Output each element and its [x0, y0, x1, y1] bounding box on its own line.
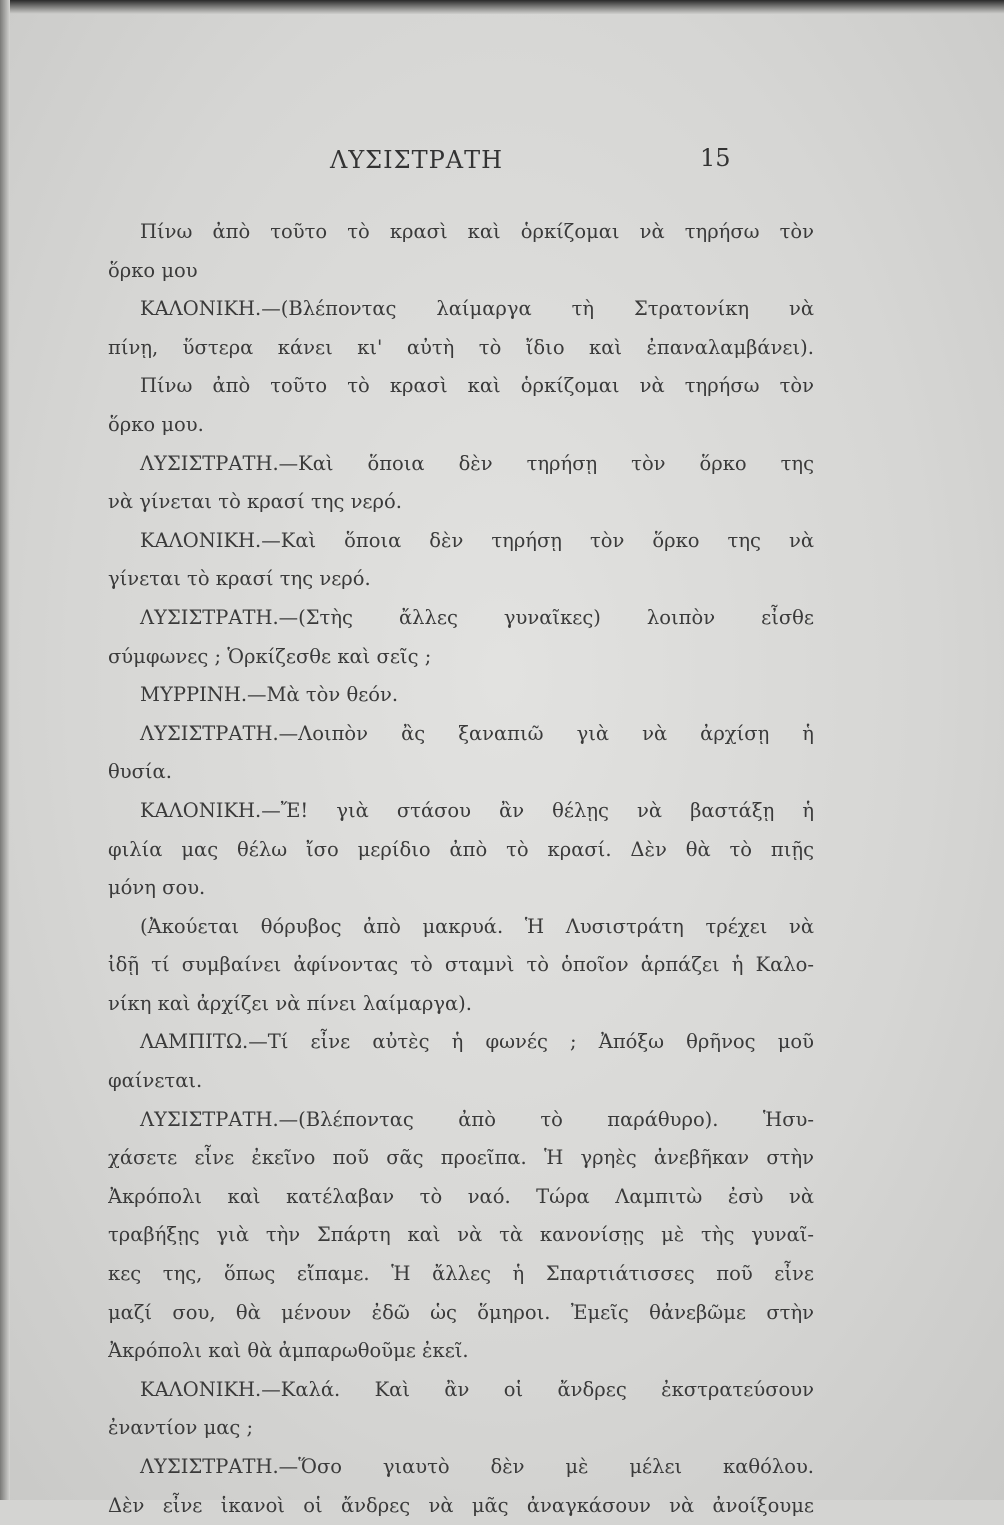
- text-line: μόνη σου.: [108, 876, 206, 900]
- text-line: ΜΥΡΡΙΝΗ.—Μὰ τὸν θεόν.: [140, 683, 399, 707]
- text-line: ἰδῇ τί συμβαίνει ἀφίνοντας τὸ σταμνὶ τὸ ὁποῖον ἁρπάζει ἡ Καλο-: [108, 953, 814, 977]
- text-line: χάσετε εἶνε ἐκεῖνο ποῦ σᾶς προεῖπα. Ἡ γρηὲς ἀνεβῆκαν στὴν: [108, 1146, 814, 1170]
- text-line: ΛΥΣΙΣΤΡΑΤΗ.—(Στὴς ἄλλες γυναῖκες) λοιπὸν εἶσθε: [140, 605, 814, 629]
- text-line: Ἀκρόπολι καὶ θὰ ἀμπαρωθοῦμε ἐκεῖ.: [108, 1339, 469, 1363]
- text-line: Πίνω ἀπὸ τοῦτο τὸ κρασὶ καὶ ὁρκίζομαι νὰ τηρήσω τὸν: [140, 374, 814, 398]
- text-line: ΛΑΜΠΙΤΩ.—Τί εἶνε αὐτὲς ἡ φωνές ; Ἀπόξω θρῆνος μοῦ: [140, 1030, 814, 1054]
- running-title: ΛΥΣΙΣΤΡΑΤΗ: [330, 146, 504, 174]
- text-line: φαίνεται.: [108, 1069, 203, 1093]
- page-number: 15: [700, 144, 731, 172]
- text-line: θυσία.: [108, 760, 172, 784]
- text-line: Πίνω ἀπὸ τοῦτο τὸ κρασὶ καὶ ὁρκίζομαι νὰ τηρήσω τὸν: [140, 220, 814, 243]
- scan-edge: [0, 0, 1004, 14]
- text-line: ΚΑΛΟΝΙΚΗ.—Καὶ ὅποια δὲν τηρήσῃ τὸν ὅρκο της νὰ: [140, 528, 814, 552]
- text-line: νίκη καὶ ἀρχίζει νὰ πίνει λαίμαργα).: [108, 991, 472, 1015]
- text-line: ΚΑΛΟΝΙΚΗ.—Καλά. Καὶ ἂν οἱ ἄνδρες ἐκστρατεύσουν: [140, 1377, 814, 1401]
- text-line: (Ἀκούεται θόρυβος ἀπὸ μακρυά. Ἡ Λυσιστράτη τρέχει νὰ: [140, 914, 814, 938]
- text-line: ΚΑΛΟΝΙΚΗ.—Ἔ! γιὰ στάσου ἂν θέλῃς νὰ βαστάξῃ ἡ: [140, 798, 814, 822]
- text-line: νὰ γίνεται τὸ κρασί της νερό.: [108, 490, 402, 514]
- text-line: ὅρκο μου: [108, 258, 198, 282]
- text-line: μαζί σου, θὰ μένουν ἐδῶ ὡς ὅμηροι. Ἐμεῖς θἀνεβῶμε στὴν: [108, 1300, 814, 1324]
- text-line: ΚΑΛΟΝΙΚΗ.—(Βλέποντας λαίμαργα τὴ Στρατονίκη νὰ: [140, 297, 814, 321]
- text-line: κες της, ὅπως εἴπαμε. Ἡ ἄλλες ἡ Σπαρτιάτισσες ποῦ εἶνε: [108, 1262, 814, 1286]
- text-line: τραβήξῃς γιὰ τὴν Σπάρτη καὶ νὰ τὰ κανονίσῃς μὲ τὴς γυναῖ-: [108, 1223, 814, 1247]
- text-line: ΛΥΣΙΣΤΡΑΤΗ.—Λοιπὸν ἂς ξαναπιῶ γιὰ νὰ ἀρχίσῃ ἡ: [140, 721, 814, 745]
- text-line: Δὲν εἶνε ἱκανοὶ οἱ ἄνδρες νὰ μᾶς ἀναγκάσουν νὰ ἀνοίξουμε: [108, 1493, 814, 1517]
- text-line: ΛΥΣΙΣΤΡΑΤΗ.—Ὅσο γιαυτὸ δὲν μὲ μέλει καθόλου.: [140, 1455, 814, 1478]
- text-line: Ἀκρόπολι καὶ κατέλαβαν τὸ ναό. Τώρα Λαμπιτὼ ἐσὺ νὰ: [108, 1184, 814, 1208]
- body-text: [108, 213, 814, 1525]
- scan-edge: [0, 0, 10, 1500]
- text-line: πίνῃ, ὕστερα κάνει κι' αὐτὴ τὸ ἴδιο καὶ ἐπαναλαμβάνει).: [108, 335, 814, 359]
- text-line: ἐναντίον μας ;: [108, 1416, 254, 1440]
- text-line: γίνεται τὸ κρασί της νερό.: [108, 567, 371, 591]
- text-line: ὅρκο μου.: [108, 412, 204, 436]
- text-line: φιλία μας θέλω ἴσο μερίδιο ἀπὸ τὸ κρασί. Δὲν θὰ τὸ πιῇς: [108, 837, 814, 861]
- page-header: [0, 146, 1004, 186]
- text-line: ΛΥΣΙΣΤΡΑΤΗ.—Καὶ ὅποια δὲν τηρήσῃ τὸν ὅρκο της: [140, 451, 814, 475]
- text-line: σύμφωνες ; Ὁρκίζεσθε καὶ σεῖς ;: [108, 644, 432, 668]
- text-line: ΛΥΣΙΣΤΡΑΤΗ.—(Βλέποντας ἀπὸ τὸ παράθυρο). Ἡσυ-: [140, 1107, 814, 1131]
